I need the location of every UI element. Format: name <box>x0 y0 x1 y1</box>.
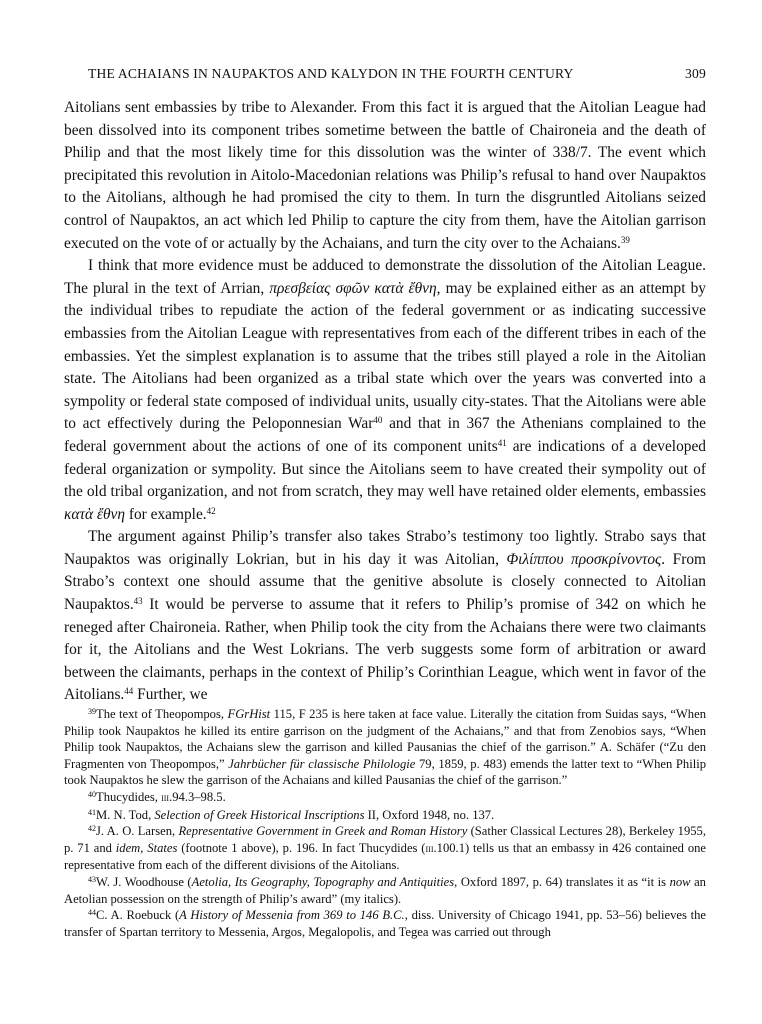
paragraph-3-text-a: The argument against Philip’s transfer also takes Strabo’s testimony too lightly. Strabo says that Naupaktos was originally Lokrian, but in his day it was Aitolian, <box>64 528 706 568</box>
paragraph-2-text-b: , may be explained either as an attempt by the individual tribes to repudiate the action of the federal government or as indicating successive embassies from the Aitolian League with representatives from each of the different tribes in each of the embassies. Yet the simplest explanation is to assume that the tribes still played a role in the Aitolian state. The Aitolians had been organized as a tribal state which over the years was converted into a sympolity or federal state composed of individual units, usually city-states. That the Aitolians were able to act effectively during the Peloponnesian War <box>64 279 706 433</box>
running-header <box>88 66 706 86</box>
footnote-italic: FGrHist <box>227 707 271 721</box>
footnote-text: The text of Theopompos, <box>96 707 228 721</box>
paragraph-2-text-c: and that in 367 the Athenians complained to the federal government about the actions of one of its component units <box>64 415 706 455</box>
paragraph-2-text-a: I think that more evidence must be adduced to demonstrate the dissolution of the Aitolian League. The plural in the text of Arrian, <box>64 257 706 297</box>
footnote-39 <box>64 706 706 789</box>
footnote-italic: Representative Government in Greek and Roman History <box>178 824 468 839</box>
footnote-number: 41 <box>88 807 96 817</box>
footnote-text: Thucydides, <box>96 789 162 804</box>
footnote-smallcaps: iii <box>425 842 434 855</box>
footnote-text: M. N. Tod, <box>96 807 155 822</box>
footnote-number: 43 <box>88 874 96 884</box>
footnote-text: (Sather Classical Lectures 28), Berkeley 1955, p. 71 and <box>64 824 706 855</box>
paragraph-3-text-c: It would be perverse to assume that it refers to Philip’s promise of 342 on which he reneged after Chaironeia. Rather, when Philip took the city from the Achaians there were two claimants for it, the Aitolians and the West Lokrians. The verb suggests some form of arbitration or award between the claimants, perhaps in the context of Philip’s Corinthian League, which went in favor of the Aitolians. <box>64 596 706 704</box>
paragraph-2-text-d: are indications of a developed federal organization or sympolity. But since the Aitolians seem to have created their sympolity out of the old tribal organization, and not from scratch, they may well have retained older elements, embassies <box>64 437 707 501</box>
footnote-42 <box>64 823 706 874</box>
footnote-ref-43[interactable]: 43 <box>133 596 143 607</box>
footnotes <box>64 706 706 940</box>
footnote-italic: Selection of Greek Historical Inscriptions <box>154 807 365 822</box>
greek-phrase-philippou: Φιλίππου προσκρίνοντος <box>506 550 662 568</box>
footnote-number: 39 <box>88 707 96 716</box>
footnote-text: W. J. Woodhouse ( <box>96 874 192 889</box>
running-title: THE ACHAIANS IN NAUPAKTOS AND KALYDON IN THE FOURTH CENTURY <box>88 66 574 81</box>
footnote-text: J. A. O. Larsen, <box>96 824 179 839</box>
paragraph-2 <box>64 255 706 526</box>
paragraph-1-text: Aitolians sent embassies by tribe to Alexander. From this fact it is argued that the Aitolian League had been dissolved into its component tribes sometime between the battle of Chaironeia and the death of Philip and that the most likely time for this dissolution was the winter of 338/7. The event which precipitated this revolution in Aitolo-Macedonian relations was Philip’s refusal to hand over Naupaktos to the Aitolians, although he had promised the city to them. In turn the disgruntled Aitolians seized control of Naupaktos, an act which led Philip to capture the city from them, have the Aitolian garrison executed on the vote of or actually by the Achaians, and turn the city over to the Achaians. <box>64 99 706 252</box>
footnote-number: 42 <box>88 824 96 834</box>
paragraph-3 <box>64 526 706 707</box>
footnote-41 <box>64 807 706 824</box>
footnote-text: II, Oxford 1948, no. 137. <box>364 807 495 822</box>
paragraph-2-text-e: for example. <box>125 505 207 523</box>
footnote-text: an Aetolian possession on the strength of Philip’s award” (my italics). <box>64 874 706 906</box>
footnote-ref-42[interactable]: 42 <box>206 505 216 516</box>
footnote-italic: now <box>669 874 691 889</box>
footnote-number: 40 <box>88 789 96 799</box>
footnote-text: .94.3–98.5. <box>169 789 226 804</box>
footnote-ref-41[interactable]: 41 <box>497 437 507 448</box>
footnote-ref-39[interactable]: 39 <box>620 234 630 245</box>
paragraph-3-text-b: . From Strabo’s context one should assume that the genitive absolute is closely connected to Aitolian Naupaktos. <box>64 550 706 614</box>
footnote-text: C. A. Roebuck ( <box>96 908 180 923</box>
footnote-40 <box>64 789 706 807</box>
footnote-text: 79, 1859, p. 483) emends the latter text to “When Philip took Naupaktos he slew the garrison of the Achaians and killed Pausanias the chief of the garrison.” <box>64 756 706 788</box>
greek-phrase-kata-ethne: κατὰ ἔθνη <box>64 505 125 523</box>
footnote-ref-44[interactable]: 44 <box>124 686 134 697</box>
footnote-italic: A History of Messenia from 369 to 146 B.C. <box>179 908 405 923</box>
footnote-smallcaps: iii <box>161 791 170 804</box>
footnote-text: 115, F 235 is here taken at face value. Literally the citation from Suidas says, “When Philip took Naupaktos he killed its entire garrison on the judgment of the Achaians,” and that from Zenobios says, “When Philip took Naupaktos, the Achaians slew the garrison and killed Pausanias the chief of the garrison.” A. Schäfer (“Zu den Fragmenten von Theopompos,” <box>64 707 706 771</box>
footnote-ref-40[interactable]: 40 <box>373 415 383 426</box>
footnote-text: , diss. University of Chicago 1941, pp. 53–56) believes the transfer of Spartan territory to Messenia, Argos, Megalopolis, and Tegea was carried out through <box>64 908 706 939</box>
footnote-italic: idem, States <box>115 840 178 855</box>
footnote-44 <box>64 907 706 940</box>
footnote-italic: Jahrbücher für classische Philologie <box>228 756 416 771</box>
footnote-text: (footnote 1 above), p. 196. In fact Thucydides ( <box>177 840 426 855</box>
main-text <box>64 97 706 707</box>
page-number: 309 <box>685 66 706 81</box>
footnote-text: , Oxford 1897, p. 64) translates it as “it is <box>454 874 670 889</box>
greek-phrase-presbeias: πρεσβείας σφῶν κατὰ ἔθνη <box>269 279 437 297</box>
paragraph-1 <box>64 97 706 255</box>
footnote-text: .100.1) tells us that an embassy in 426 contained one representative from each of the different divisions of the Aitolians. <box>64 840 707 873</box>
footnote-43 <box>64 874 706 907</box>
footnote-number: 44 <box>88 908 96 918</box>
footnote-italic: Aetolia, Its Geography, Topography and Antiquities <box>191 874 455 889</box>
paragraph-3-text-d: Further, we <box>133 686 208 704</box>
